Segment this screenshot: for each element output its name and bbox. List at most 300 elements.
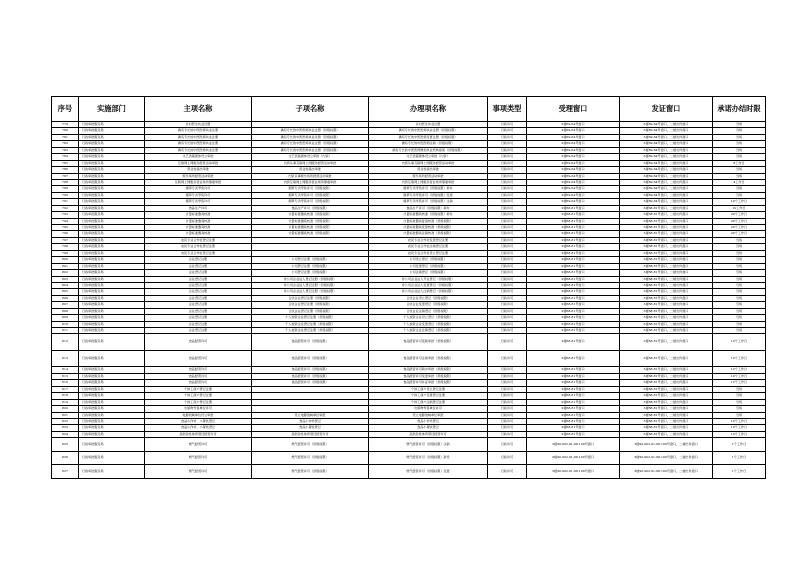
cell-issue-window: 3楼90,902,91-98,100号窗口，二楼出件窗口 [620, 451, 713, 465]
cell-department: 行政审批服务局 [79, 237, 145, 243]
cell-main-item: 食品经营许可 [145, 373, 252, 379]
cell-time-limit: 20个工作日 [713, 225, 766, 231]
cell-issue-window: 3楼68-81号窗口，二楼出件窗口 [620, 412, 713, 418]
cell-sub-item: 烟草专卖零售许可（县级权限） [252, 199, 369, 205]
cell-item-type: 行政许可 [488, 141, 527, 147]
cell-time-limit: 当场 [713, 321, 766, 327]
cell-handling-item: 娱乐场所经营活动审批 [369, 173, 488, 179]
cell-handling-item: 烟草专卖零售许可（县级权限）变更 [369, 192, 488, 198]
cell-item-type: 行政许可 [488, 406, 527, 412]
cell-accept-window: 2楼68-81号窗口 [527, 237, 620, 243]
cell-accept-window: 3楼90,902,91-98,100号窗口 [527, 438, 620, 452]
cell-main-item: 烟草专卖零售许可 [145, 199, 252, 205]
cell-handling-item: 非公司企业法人注销登记（县级权限） [369, 289, 488, 295]
cell-item-type: 行政许可 [488, 179, 527, 185]
cell-department: 行政审批服务局 [79, 186, 145, 192]
cell-number: 789 [52, 186, 79, 192]
cell-item-type: 行政许可 [488, 465, 527, 479]
header-cell: 发证窗口 [620, 97, 713, 122]
cell-item-type: 行政许可 [488, 438, 527, 452]
cell-issue-window: 3楼68-81号窗口，二楼出件窗口 [620, 212, 713, 218]
cell-department: 行政审批服务局 [79, 315, 145, 321]
cell-sub-item: 个人独资企业登记注册（县级权限） [252, 328, 369, 334]
cell-department: 行政审批服务局 [79, 438, 145, 452]
cell-department: 行政审批服务局 [79, 199, 145, 205]
cell-item-type: 行政许可 [488, 350, 527, 367]
cell-accept-window: 2楼69-64号窗口 [527, 186, 620, 192]
cell-issue-window: 3楼68-81号窗口，二楼出件窗口 [620, 308, 713, 314]
cell-number: 810 [52, 321, 79, 327]
cell-handling-item: 确有专长的中医医师变更注册（县级权限） [369, 134, 488, 140]
cell-issue-window: 3楼68-81号窗口，二楼出件窗口 [620, 367, 713, 373]
cell-handling-item: 食品经营许可新办审批（县级权限） [369, 367, 488, 373]
cell-main-item: 电影放映单位设立审批 [145, 412, 252, 418]
cell-sub-item: 食品小作坊登记 [252, 418, 369, 424]
cell-main-item: 企业登记注册 [145, 276, 252, 282]
cell-handling-item: 营业性演出审批 [369, 167, 488, 173]
cell-sub-item: 合伙企业登记注册（县级权限） [252, 295, 369, 301]
cell-handling-item: 个体工商户设立登记注册 [369, 386, 488, 392]
header-cell: 受理窗口 [527, 97, 620, 122]
cell-number: 808 [52, 308, 79, 314]
cell-accept-window: 2楼68-81号窗口 [527, 263, 620, 269]
cell-time-limit: 10个工作日 [713, 425, 766, 431]
cell-department: 行政审批服务局 [79, 282, 145, 288]
cell-issue-window: 3楼68-81号窗口，二楼出件窗口 [620, 302, 713, 308]
cell-main-item: 食品生产许可 [145, 205, 252, 211]
cell-issue-window: 3楼68-81号窗口，二楼出件窗口 [620, 425, 713, 431]
cell-item-type: 行政许可 [488, 451, 527, 465]
cell-accept-window: 2楼68-81号窗口 [527, 373, 620, 379]
cell-sub-item: 燃气经营许可（县级权限） [252, 465, 369, 479]
cell-time-limit: 10工作日 [713, 205, 766, 211]
cell-issue-window: 3楼68-81号窗口，二楼出件窗口 [620, 237, 713, 243]
cell-sub-item: 燃气经营许可（县级权限） [252, 451, 369, 465]
cell-handling-item: 个体工商户注销登记注册 [369, 399, 488, 405]
cell-accept-window: 2楼68-81号窗口 [527, 205, 620, 211]
cell-time-limit: 10个工作日 [713, 373, 766, 379]
cell-time-limit: 1个工作日 [713, 438, 766, 452]
cell-main-item: 出版物零售单位许可 [145, 406, 252, 412]
cell-number: 827 [52, 465, 79, 479]
cell-issue-window: 3楼68-81号窗口，二楼出件窗口 [620, 218, 713, 224]
cell-item-type: 行政许可 [488, 302, 527, 308]
cell-sub-item: 食品小餐饮登记 [252, 425, 369, 431]
cell-accept-window: 2楼68-81号窗口 [527, 412, 620, 418]
cell-item-type: 行政许可 [488, 321, 527, 327]
cell-sub-item: 计量标准器具核准（县级权限） [252, 225, 369, 231]
cell-main-item: 确有专长的中医医师执业注册 [145, 134, 252, 140]
cell-main-item: 确有专长的中医医师执业注册 [145, 128, 252, 134]
cell-issue-window: 3楼69-64号窗口，二楼出件窗口 [620, 134, 713, 140]
cell-handling-item: 合伙企业注销登记（县级权限） [369, 308, 488, 314]
cell-number: 824 [52, 431, 79, 437]
cell-department: 行政审批服务局 [79, 263, 145, 269]
cell-time-limit: 当场 [713, 315, 766, 321]
cell-item-type: 行政许可 [488, 244, 527, 250]
cell-handling-item: 公司变更登记（县级权限） [369, 263, 488, 269]
cell-accept-window: 2楼68-81号窗口 [527, 321, 620, 327]
cell-main-item: 企业登记注册 [145, 321, 252, 327]
cell-department: 行政审批服务局 [79, 412, 145, 418]
cell-item-type: 行政许可 [488, 308, 527, 314]
cell-main-item: 企业登记注册 [145, 308, 252, 314]
cell-issue-window: 3楼68-81号窗口，二楼出件窗口 [620, 431, 713, 437]
cell-issue-window: 3楼68-81号窗口，二楼出件窗口 [620, 205, 713, 211]
cell-sub-item: 非公司企业法人登记注册（县级权限） [252, 282, 369, 288]
cell-main-item: 确有专长的中医医师执业注册 [145, 141, 252, 147]
cell-handling-item: 食品生产许可（县级权限）新办 [369, 205, 488, 211]
cell-department: 行政审批服务局 [79, 270, 145, 276]
cell-number: 819 [52, 399, 79, 405]
cell-number: 815 [52, 373, 79, 379]
cell-handling-item: 燃气经营许可（县级权限）注销 [369, 438, 488, 452]
cell-sub-item: 设立电影放映单位审批 [252, 412, 369, 418]
cell-department: 行政审批服务局 [79, 218, 145, 224]
cell-number: 786 [52, 167, 79, 173]
cell-main-item: 企业登记注册 [145, 295, 252, 301]
cell-sub-item: 合伙企业登记注册（县级权限） [252, 308, 369, 314]
cell-issue-window: 3楼69-64号窗口，二楼出件窗口 [620, 192, 713, 198]
cell-main-item: 营业性演出审批 [145, 167, 252, 173]
cell-handling-item: 合伙企业变更登记（县级权限） [369, 302, 488, 308]
cell-issue-window: 3楼68-81号窗口，二楼出件窗口 [620, 399, 713, 405]
cell-item-type: 行政许可 [488, 270, 527, 276]
cell-issue-window: 3楼69-64号窗口，二楼出件窗口 [620, 154, 713, 160]
cell-accept-window: 2楼69-64号窗口 [527, 199, 620, 205]
cell-number: 799 [52, 250, 79, 256]
cell-department: 行政审批服务局 [79, 179, 145, 185]
cell-sub-item: 内资互联网上网服务营业场所筹建审批 [252, 179, 369, 185]
cell-time-limit: 当场 [713, 250, 766, 256]
cell-time-limit: 当场 [713, 192, 766, 198]
cell-handling-item: 乡村医生执业注册 [369, 122, 488, 128]
cell-main-item: 确有专长的中医医师执业注册 [145, 147, 252, 153]
cell-sub-item: 公司登记注册（县级权限） [252, 270, 369, 276]
cell-accept-window: 2楼69-64号窗口 [527, 134, 620, 140]
cell-handling-item: 个人独资企业设立登记（县级权限） [369, 315, 488, 321]
cell-handling-item: 食品经营许可补证审批（县级权限） [369, 380, 488, 386]
cell-department: 行政审批服务局 [79, 134, 145, 140]
cell-handling-item: 计量标准器具变更核准（县级权限） [369, 225, 488, 231]
cell-item-type: 行政许可 [488, 425, 527, 431]
cell-time-limit: 当场 [713, 237, 766, 243]
cell-main-item: 烟草专卖零售许可 [145, 186, 252, 192]
cell-department: 行政审批服务局 [79, 308, 145, 314]
cell-main-item: 娱乐场所经营活动审批 [145, 173, 252, 179]
cell-item-type: 行政许可 [488, 315, 527, 321]
cell-accept-window: 2楼68-81号窗口 [527, 270, 620, 276]
cell-issue-window: 3楼68-81号窗口，二楼出件窗口 [620, 225, 713, 231]
cell-issue-window: 3楼68-81号窗口，二楼出件窗口 [620, 334, 713, 351]
cell-sub-item: 内资从事娱乐场所经营活动审批 [252, 173, 369, 179]
cell-item-type: 行政许可 [488, 386, 527, 392]
cell-time-limit: 当场 [713, 263, 766, 269]
cell-department: 行政审批服务局 [79, 205, 145, 211]
cell-handling-item: 食品经营许可注销审批（县级权限） [369, 350, 488, 367]
cell-accept-window: 2楼69-64号窗口 [527, 167, 620, 173]
cell-handling-item: 文艺表演团体设立审批（内资） [369, 154, 488, 160]
cell-number: 802 [52, 270, 79, 276]
cell-accept-window: 2楼68-81号窗口 [527, 244, 620, 250]
cell-number: 813 [52, 350, 79, 367]
cell-time-limit: 10个工作日 [713, 431, 766, 437]
cell-main-item: 计量标准器具核准 [145, 218, 252, 224]
cell-handling-item: 公司注销登记（县级权限） [369, 270, 488, 276]
cell-time-limit: 20个工作日 [713, 231, 766, 237]
cell-time-limit: 当场 [713, 186, 766, 192]
cell-issue-window: 3楼68-81号窗口，二楼出件窗口 [620, 270, 713, 276]
cell-main-item: 食品经营许可 [145, 380, 252, 386]
cell-time-limit: 当场 [713, 412, 766, 418]
table-row [52, 350, 766, 367]
cell-sub-item: 公司登记注册（县级权限） [252, 263, 369, 269]
cell-issue-window: 3楼68-81号窗口，二楼出件窗口 [620, 315, 713, 321]
cell-department: 行政审批服务局 [79, 425, 145, 431]
cell-main-item: 企业登记注册 [145, 263, 252, 269]
cell-sub-item: 食品经营许可（县级权限） [252, 334, 369, 351]
cell-department: 行政审批服务局 [79, 289, 145, 295]
cell-sub-item: 烟草专卖零售许可（县级权限） [252, 192, 369, 198]
cell-handling-item: 食品经营许可延续审批（县级权限） [369, 334, 488, 351]
cell-department: 行政审批服务局 [79, 465, 145, 479]
cell-item-type: 行政许可 [488, 134, 527, 140]
cell-handling-item: 合伙企业设立登记（县级权限） [369, 295, 488, 301]
cell-accept-window: 2楼69-64号窗口 [527, 173, 620, 179]
cell-accept-window: 2楼68-81号窗口 [527, 250, 620, 256]
cell-item-type: 行政许可 [488, 192, 527, 198]
cell-item-type: 行政许可 [488, 393, 527, 399]
cell-issue-window: 3楼69-64号窗口，二楼出件窗口 [620, 141, 713, 147]
cell-department: 行政审批服务局 [79, 154, 145, 160]
cell-time-limit: 当场 [713, 167, 766, 173]
cell-issue-window: 3楼90,902,91-98,100号窗口，二楼出件窗口 [620, 438, 713, 452]
cell-number: 826 [52, 451, 79, 465]
cell-issue-window: 3楼90,902,91-98,100号窗口，二楼出件窗口 [620, 465, 713, 479]
cell-time-limit: 10个工作日 [713, 199, 766, 205]
cell-handling-item: 计量标准器具注销核准（县级权限） [369, 231, 488, 237]
cell-issue-window: 3楼69-64号窗口，二楼出件窗口 [620, 167, 713, 173]
header-cell: 主项名称 [145, 97, 252, 122]
header-cell: 事项类型 [488, 97, 527, 122]
cell-handling-item: 计量标准器具复查核准（县级权限） [369, 218, 488, 224]
cell-time-limit: 4工作日 [713, 179, 766, 185]
cell-department: 行政审批服务局 [79, 451, 145, 465]
cell-accept-window: 2楼68-81号窗口 [527, 257, 620, 263]
service-items-table [51, 96, 766, 479]
cell-accept-window: 2楼69-64号窗口 [527, 160, 620, 166]
cell-department: 行政审批服务局 [79, 244, 145, 250]
cell-number: 782 [52, 141, 79, 147]
cell-number: 783 [52, 147, 79, 153]
cell-sub-item: 确有专长的中医医师执业注册（县级权限） [252, 128, 369, 134]
cell-main-item: 企业登记注册 [145, 302, 252, 308]
cell-item-type: 行政许可 [488, 237, 527, 243]
table-row [52, 334, 766, 351]
cell-accept-window: 2楼68-81号窗口 [527, 386, 620, 392]
cell-number: 784 [52, 154, 79, 160]
cell-number: 807 [52, 302, 79, 308]
cell-handling-item: 确有专长的中医医师增加执业机构备案（县级权限） [369, 147, 488, 153]
cell-accept-window: 2楼69-64号窗口 [527, 192, 620, 198]
cell-main-item: 农民专业合作社登记注册 [145, 244, 252, 250]
cell-item-type: 行政许可 [488, 418, 527, 424]
cell-accept-window: 2楼68-81号窗口 [527, 295, 620, 301]
cell-sub-item: 计量标准器具核准（县级权限） [252, 218, 369, 224]
cell-number: 800 [52, 257, 79, 263]
cell-sub-item: 营业性演出审批 [252, 167, 369, 173]
cell-department: 行政审批服务局 [79, 380, 145, 386]
cell-issue-window: 3楼69-64号窗口，二楼出件窗口 [620, 160, 713, 166]
cell-main-item: 企业登记注册 [145, 257, 252, 263]
cell-number: 788 [52, 179, 79, 185]
cell-time-limit: 当场 [713, 122, 766, 128]
cell-time-limit: 8工作日 [713, 160, 766, 166]
cell-handling-item: 个人独资企业变更登记（县级权限） [369, 321, 488, 327]
cell-sub-item: 烟草专卖零售许可（县级权限） [252, 186, 369, 192]
table-row [52, 451, 766, 465]
cell-handling-item: 非公司企业法人变更登记（县级权限） [369, 282, 488, 288]
cell-item-type: 行政许可 [488, 218, 527, 224]
cell-item-type: 行政许可 [488, 147, 527, 153]
cell-item-type: 行政许可 [488, 295, 527, 301]
cell-item-type: 行政许可 [488, 122, 527, 128]
cell-time-limit: 1个工作日 [713, 465, 766, 479]
cell-handling-item: 个人独资企业注销登记（县级权限） [369, 328, 488, 334]
cell-number: 825 [52, 438, 79, 452]
cell-issue-window: 3楼68-81号窗口，二楼出件窗口 [620, 231, 713, 237]
cell-handling-item: 确有专长的中医医师注销（县级权限） [369, 141, 488, 147]
cell-accept-window: 3楼90,902,91-98,100号窗口 [527, 451, 620, 465]
cell-issue-window: 3楼68-81号窗口，二楼出件窗口 [620, 263, 713, 269]
cell-main-item: 乡村医生执业注册 [145, 122, 252, 128]
cell-handling-item: 个体工商户变更登记注册 [369, 393, 488, 399]
cell-issue-window: 3楼69-64号窗口，二楼出件窗口 [620, 147, 713, 153]
cell-department: 行政审批服务局 [79, 295, 145, 301]
cell-time-limit: 当场 [713, 386, 766, 392]
cell-main-item: 食品小作坊、小餐饮登记 [145, 425, 252, 431]
cell-time-limit: 当场 [713, 399, 766, 405]
cell-time-limit: 当场 [713, 244, 766, 250]
cell-accept-window: 2楼68-81号窗口 [527, 289, 620, 295]
cell-sub-item: 确有专长的中医医师执业注册（县级权限） [252, 141, 369, 147]
cell-issue-window: 3楼68-81号窗口，二楼出件窗口 [620, 328, 713, 334]
cell-item-type: 行政许可 [488, 205, 527, 211]
cell-item-type: 行政许可 [488, 431, 527, 437]
cell-item-type: 行政许可 [488, 289, 527, 295]
cell-handling-item: 确有专长的中医医师执业注册（县级权限） [369, 128, 488, 134]
cell-department: 行政审批服务局 [79, 147, 145, 153]
table-row [52, 465, 766, 479]
cell-department: 行政审批服务局 [79, 399, 145, 405]
cell-item-type: 行政许可 [488, 199, 527, 205]
cell-main-item: 互联网上网服务营业场所筹建审批 [145, 179, 252, 185]
cell-time-limit: 10个工作日 [713, 334, 766, 351]
cell-main-item: 烟草专卖零售许可 [145, 192, 252, 198]
cell-issue-window: 3楼69-64号窗口，二楼出件窗口 [620, 179, 713, 185]
cell-number: 796 [52, 231, 79, 237]
cell-sub-item: 非公司企业法人登记注册（县级权限） [252, 289, 369, 295]
cell-department: 行政审批服务局 [79, 122, 145, 128]
cell-item-type: 行政许可 [488, 263, 527, 269]
cell-main-item: 企业登记注册 [145, 328, 252, 334]
cell-handling-item: 食品经营许可变更审批（县级权限） [369, 373, 488, 379]
cell-main-item: 食品经营许可 [145, 350, 252, 367]
cell-handling-item: 计量标准器具核准（县级权限）新办 [369, 212, 488, 218]
cell-sub-item: 个人独资企业登记注册（县级权限） [252, 321, 369, 327]
cell-sub-item: 高危险性体育项目经营许可 [252, 431, 369, 437]
cell-issue-window: 3楼69-64号窗口，二楼出件窗口 [620, 122, 713, 128]
cell-handling-item: 食品小作坊登记 [369, 418, 488, 424]
cell-accept-window: 2楼68-81号窗口 [527, 367, 620, 373]
cell-number: 809 [52, 315, 79, 321]
cell-department: 行政审批服务局 [79, 257, 145, 263]
cell-item-type: 行政许可 [488, 173, 527, 179]
cell-main-item: 燃气经营许可 [145, 465, 252, 479]
cell-number: 811 [52, 328, 79, 334]
cell-item-type: 行政许可 [488, 250, 527, 256]
cell-accept-window: 2楼68-81号窗口 [527, 425, 620, 431]
cell-main-item: 计量标准器具核准 [145, 225, 252, 231]
cell-issue-window: 3楼68-81号窗口，二楼出件窗口 [620, 282, 713, 288]
cell-number: 814 [52, 367, 79, 373]
cell-number: 790 [52, 192, 79, 198]
cell-issue-window: 3楼69-64号窗口，二楼出件窗口 [620, 199, 713, 205]
cell-department: 行政审批服务局 [79, 167, 145, 173]
cell-handling-item: 设立电影放映单位审批 [369, 412, 488, 418]
cell-sub-item: 食品生产许可（县级权限） [252, 205, 369, 211]
cell-accept-window: 2楼69-64号窗口 [527, 122, 620, 128]
cell-accept-window: 2楼68-81号窗口 [527, 218, 620, 224]
cell-handling-item: 公司设立登记（县级权限） [369, 257, 488, 263]
cell-number: 801 [52, 263, 79, 269]
cell-handling-item: 烟草专卖零售许可（县级权限）新办 [369, 186, 488, 192]
cell-handling-item: 农民专业合作社注销登记注册 [369, 244, 488, 250]
cell-number: 821 [52, 412, 79, 418]
cell-accept-window: 2楼68-81号窗口 [527, 418, 620, 424]
cell-accept-window: 2楼68-81号窗口 [527, 328, 620, 334]
cell-issue-window: 3楼68-81号窗口，二楼出件窗口 [620, 380, 713, 386]
cell-department: 行政审批服务局 [79, 334, 145, 351]
cell-time-limit: 当场 [713, 393, 766, 399]
cell-department: 行政审批服务局 [79, 225, 145, 231]
cell-time-limit: 当场 [713, 147, 766, 153]
cell-accept-window: 2楼68-81号窗口 [527, 231, 620, 237]
cell-sub-item: 文艺表演团体设立审批（内资） [252, 154, 369, 160]
cell-time-limit: 20个工作日 [713, 218, 766, 224]
cell-issue-window: 3楼68-81号窗口，二楼出件窗口 [620, 418, 713, 424]
cell-issue-window: 3楼68-81号窗口，二楼出件窗口 [620, 257, 713, 263]
cell-main-item: 农民专业合作社登记注册 [145, 237, 252, 243]
cell-accept-window: 2楼68-81号窗口 [527, 380, 620, 386]
cell-issue-window: 3楼68-81号窗口，二楼出件窗口 [620, 321, 713, 327]
cell-sub-item: 确有专长的中医医师执业注册（县级权限） [252, 147, 369, 153]
cell-main-item: 互联网上网服务经营活动审批 [145, 160, 252, 166]
cell-number: 817 [52, 386, 79, 392]
cell-main-item: 企业登记注册 [145, 315, 252, 321]
cell-accept-window: 2楼68-81号窗口 [527, 212, 620, 218]
header-cell: 序号 [52, 97, 79, 122]
cell-department: 行政审批服务局 [79, 386, 145, 392]
cell-issue-window: 3楼69-64号窗口，二楼出件窗口 [620, 173, 713, 179]
cell-accept-window: 2楼68-81号窗口 [527, 393, 620, 399]
cell-time-limit: 当场 [713, 295, 766, 301]
cell-department: 行政审批服务局 [79, 250, 145, 256]
cell-item-type: 行政许可 [488, 276, 527, 282]
cell-time-limit: 当场 [713, 257, 766, 263]
cell-time-limit: 当场 [713, 289, 766, 295]
cell-number: 823 [52, 425, 79, 431]
